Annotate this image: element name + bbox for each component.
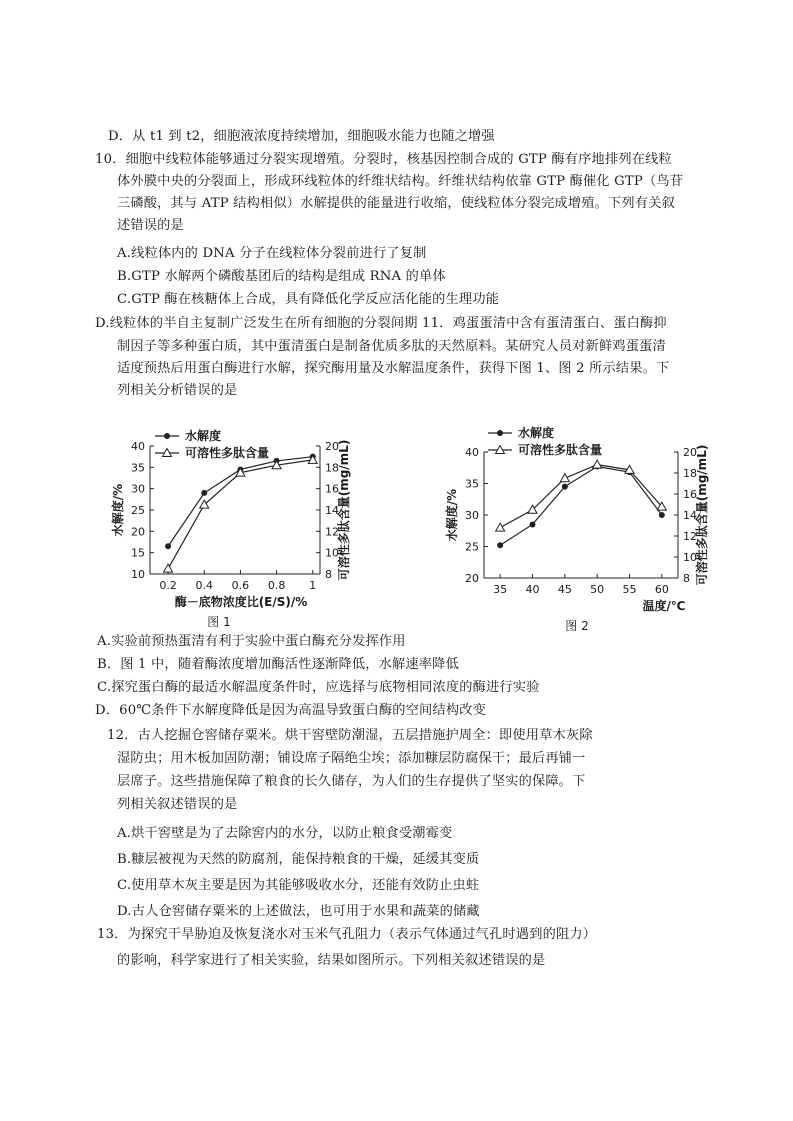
hydrolysis-point bbox=[201, 490, 207, 496]
q10-stem-line-2: 体外膜中央的分裂面上，形成环线粒体的纤维状结构。纤维状结构依靠 GTP 酶催化 GTP（鸟苷 bbox=[117, 174, 684, 189]
q11-stem-line-1: 制因子等多种蛋白质，其中蛋清蛋白是制备优质多肽的天然原料。某研究人员对新鲜鸡蛋蛋清 bbox=[117, 339, 666, 354]
q12-stem-line-2: 湿防虫；用木板加固防潮；铺设席子隔绝尘埃；添加糠层防腐保干；最后再铺一 bbox=[117, 751, 586, 766]
legend-label-hydrolysis: 水解度 bbox=[185, 429, 222, 443]
y-tick-label: 20 bbox=[131, 525, 145, 539]
peptide-point bbox=[593, 460, 602, 468]
legend-label-peptide: 可溶性多肽含量 bbox=[518, 443, 603, 457]
y2-axis-label: 可溶性多肽含量(mg/mL) bbox=[337, 439, 351, 581]
y-tick-label: 20 bbox=[465, 572, 479, 585]
q10-option-b: B.GTP 水解两个磷酸基团后的结构是组成 RNA 的单体 bbox=[117, 269, 446, 284]
legend-marker-hydrolysis bbox=[497, 430, 503, 436]
q11-stem-line-2: 适度预热后用蛋白酶进行水解，探究酶用量及水解温度条件，获得下图 1、图 2 所示结果。下 bbox=[117, 361, 670, 376]
y-tick-label: 40 bbox=[131, 440, 145, 453]
y2-tick-label: 16 bbox=[683, 488, 697, 501]
x-tick-label: 1 bbox=[309, 579, 317, 592]
y2-tick-label: 16 bbox=[325, 482, 339, 496]
q13-stem-line-1: 13．为探究干旱胁迫及恢复浇水对玉米气孔阻力（表示气体通过气孔时遇到的阻力） bbox=[97, 927, 597, 942]
x-tick-label: 0.6 bbox=[231, 579, 250, 592]
figure-caption: 图 1 bbox=[207, 615, 231, 629]
hydrolysis-point bbox=[165, 543, 171, 549]
q10-option-d: D.线粒体的半自主复制广泛发生在所有细胞的分裂间期 11．鸡蛋蛋清中含有蛋清蛋白、蛋白酶抑 bbox=[95, 316, 667, 331]
y2-tick-label: 20 bbox=[683, 446, 697, 459]
hydrolysis-point bbox=[497, 542, 503, 548]
x-tick-label: 50 bbox=[590, 583, 605, 596]
q11-option-d: D．60℃条件下水解度降低是因为高温导致蛋白酶的空间结构改变 bbox=[95, 703, 486, 718]
legend-label-hydrolysis: 水解度 bbox=[518, 426, 555, 440]
x-tick-label: 35 bbox=[493, 583, 508, 596]
hydrolysis-point bbox=[659, 512, 665, 518]
q10-option-c: C.GTP 酶在核糖体上合成，具有降低化学反应活化能的生理功能 bbox=[117, 292, 500, 307]
y-tick-label: 10 bbox=[131, 568, 145, 581]
peptide-point bbox=[164, 564, 173, 572]
q10-stem-line-3: 三磷酸，其与 ATP 结构相似）水解提供的能量进行收缩，使线粒体分裂完成增殖。下列有关叙 bbox=[117, 196, 675, 211]
y2-tick-label: 8 bbox=[683, 572, 690, 585]
y2-tick-label: 8 bbox=[325, 568, 332, 581]
y-axis-label: 水解度/% bbox=[111, 483, 125, 537]
figure-1-chart bbox=[95, 420, 370, 640]
x-tick-label: 45 bbox=[557, 583, 572, 596]
y-tick-label: 25 bbox=[465, 540, 479, 554]
legend-label-peptide: 可溶性多肽含量 bbox=[185, 446, 270, 460]
y-tick-label: 30 bbox=[131, 482, 145, 496]
q10-stem-line-1: 10．细胞中线粒体能够通过分裂实现增殖。分裂时，核基因控制合成的 GTP 酶有序地排列在线粒 bbox=[95, 152, 672, 167]
q12-option-d: D.古人仓窖储存粟米的上述做法，也可用于水果和蔬菜的储藏 bbox=[117, 904, 480, 919]
figure-2-chart bbox=[440, 420, 725, 640]
legend-marker-hydrolysis bbox=[164, 433, 170, 439]
peptide-point bbox=[496, 523, 505, 531]
x-tick-label: 0.4 bbox=[195, 579, 214, 592]
y-tick-label: 35 bbox=[465, 477, 479, 491]
y2-tick-label: 14 bbox=[683, 509, 697, 522]
q11-option-a: A.实验前预热蛋清有利于实验中蛋白酶充分发挥作用 bbox=[97, 634, 406, 649]
y2-tick-label: 20 bbox=[325, 440, 339, 453]
x-axis-label: 酶－底物浓度比(E/S)/% bbox=[174, 595, 308, 609]
x-tick-label: 0.2 bbox=[159, 579, 177, 592]
x-axis-label: 温度/℃ bbox=[642, 599, 686, 613]
q12-stem-line-3: 层席子。这些措施保障了粮食的长久储存，为人们的生存提供了坚实的保障。下 bbox=[117, 774, 586, 789]
q11-option-b: B．图 1 中，随着酶浓度增加酶活性逐渐降低，水解速率降低 bbox=[97, 657, 459, 672]
q12-option-a: A.烘干窖壁是为了去除窖内的水分，以防止粮食受潮霉变 bbox=[117, 826, 453, 841]
q12-stem-line-1: 12．古人挖掘仓窖储存粟米。烘干窖壁防潮湿，五层措施护周全：即使用草木灰除 bbox=[107, 728, 593, 743]
hydrolysis-point bbox=[530, 521, 536, 527]
q11-option-c: C.探究蛋白酶的最适水解温度条件时，应选择与底物相同浓度的酶进行实验 bbox=[97, 680, 540, 695]
figure-caption: 图 2 bbox=[565, 619, 589, 633]
q12-option-b: B.糠层被视为天然的防腐剂，能保持粮食的干燥，延缓其变质 bbox=[117, 852, 480, 867]
y-tick-label: 15 bbox=[131, 546, 145, 560]
hydrolysis-point bbox=[562, 484, 568, 490]
y2-axis-label: 可溶性多肽含量(mg/mL) bbox=[695, 444, 709, 586]
y2-tick-label: 12 bbox=[325, 525, 339, 539]
x-tick-label: 60 bbox=[654, 583, 669, 596]
q12-stem-line-4: 列相关叙述错误的是 bbox=[117, 797, 238, 812]
x-tick-label: 40 bbox=[525, 583, 540, 596]
y2-tick-label: 18 bbox=[325, 461, 339, 475]
y-tick-label: 35 bbox=[131, 461, 145, 475]
y-tick-label: 40 bbox=[465, 446, 479, 459]
y2-tick-label: 12 bbox=[683, 530, 697, 543]
y-tick-label: 30 bbox=[465, 509, 479, 522]
q9-option-d: D．从 t1 到 t2，细胞液浓度持续增加，细胞吸水能力也随之增强 bbox=[108, 129, 495, 144]
y-tick-label: 25 bbox=[131, 504, 145, 517]
series-peptide-line bbox=[500, 465, 662, 528]
y2-tick-label: 14 bbox=[325, 504, 339, 517]
q12-option-c: C.使用草木灰主要是因为其能够吸收水分，还能有效防止虫蛀 bbox=[117, 878, 480, 893]
q10-option-a: A.线粒体内的 DNA 分子在线粒体分裂前进行了复制 bbox=[117, 246, 427, 261]
q10-stem-line-4: 述错误的是 bbox=[117, 218, 184, 233]
x-tick-label: 55 bbox=[622, 583, 637, 596]
x-tick-label: 0.8 bbox=[267, 579, 286, 592]
y2-tick-label: 10 bbox=[325, 546, 339, 560]
y2-tick-label: 18 bbox=[683, 467, 697, 480]
q13-stem-line-2: 的影响，科学家进行了相关实验，结果如图所示。下列相关叙述错误的是 bbox=[117, 953, 546, 968]
q11-stem-line-3: 列相关分析错误的是 bbox=[117, 383, 238, 398]
y-axis-label: 水解度/% bbox=[445, 488, 459, 542]
peptide-point bbox=[560, 474, 569, 482]
y2-tick-label: 10 bbox=[683, 551, 697, 564]
